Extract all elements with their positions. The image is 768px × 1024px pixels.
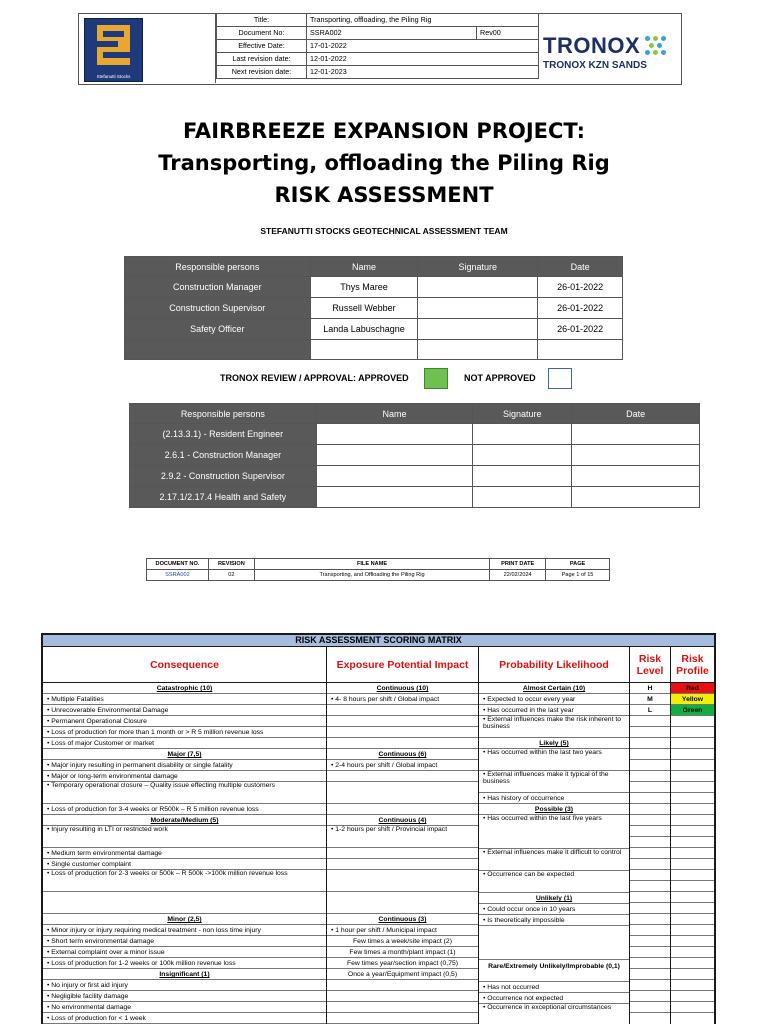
matrix-item <box>327 980 478 991</box>
column-header: Name <box>310 257 418 277</box>
matrix-item: • Loss of major Customer or market <box>43 738 326 749</box>
matrix-category: Continuous (4) <box>327 815 478 826</box>
meta-value: 12-01-2023 <box>307 66 539 79</box>
blank-cell <box>671 870 714 881</box>
blank-cell <box>671 903 714 914</box>
meta-label: Title: <box>217 14 307 27</box>
approved-label: TRONOX REVIEW / APPROVAL: APPROVED <box>220 373 409 383</box>
tronox-logo <box>540 13 680 83</box>
doc-info-value: 22/02/2024 <box>490 570 546 581</box>
blank-cell <box>671 991 714 1002</box>
blank-cell <box>630 815 670 826</box>
matrix-item: • Could occur once in 10 years <box>479 904 629 915</box>
matrix-item: • Has history of occurrence <box>479 793 629 804</box>
matrix-item: • Major injury resulting in permanent disability or single fatality <box>43 760 326 771</box>
risk-profile-header: Risk Profile <box>676 652 709 677</box>
matrix-item: • Loss of production for more than 1 month or > R 5 million revenue loss <box>43 727 326 738</box>
matrix-item: • Permanent Operational Closure <box>43 716 326 727</box>
risk-profile-cell: Red <box>671 683 714 694</box>
blank-cell <box>671 925 714 936</box>
matrix-item: • External influences make it difficult to control <box>479 849 629 871</box>
role-cell: 2.9.2 - Construction Supervisor <box>130 466 317 487</box>
matrix-item: • Injury resulting in LTI or restricted work <box>43 826 326 848</box>
blank-cell <box>630 716 670 727</box>
meta-value: 12-01-2022 <box>307 53 539 66</box>
matrix-item: • 1-2 hours per shift / Provincial impact <box>327 826 478 848</box>
blank-cell <box>630 782 670 793</box>
blank-cell <box>630 925 670 936</box>
matrix-item: • 4- 8 hours per shift / Global impact <box>327 694 478 705</box>
matrix-item: • Major or long-term environmental damage <box>43 771 326 782</box>
blank-cell <box>671 848 714 859</box>
meta-value: 17-01-2022 <box>307 40 539 53</box>
doc-info-header: DOCUMENT NO. <box>147 559 209 570</box>
tronox-dots-icon <box>645 36 667 56</box>
signature-cell[interactable] <box>473 487 572 508</box>
blank-cell <box>630 804 670 815</box>
name-cell <box>316 445 473 466</box>
blank-cell <box>630 727 670 738</box>
matrix-item: Few times a month/plant impact (1) <box>327 947 478 958</box>
matrix-item: • Has occurred in the last year <box>479 705 629 716</box>
signature-cell[interactable] <box>418 277 538 298</box>
doc-info-value: 02 <box>208 570 254 581</box>
column-header: Signature <box>418 257 538 277</box>
matrix-item: • Loss of production for 2-3 weeks or 500k – R 500k ->100k million revenue loss <box>43 870 326 892</box>
blank-cell <box>630 980 670 991</box>
not-approved-checkbox[interactable] <box>548 368 572 389</box>
role-cell: Construction Manager <box>125 277 311 298</box>
matrix-category: Almost Certain (10) <box>479 683 629 694</box>
matrix-item <box>327 804 478 815</box>
column-header: Date <box>538 257 623 277</box>
signature-cell[interactable] <box>418 298 538 319</box>
approval-row <box>220 368 580 390</box>
matrix-item <box>327 870 478 892</box>
matrix-item: • Has occurred within the last five years <box>479 815 629 849</box>
matrix-item: • External complaint over a minor issue <box>43 947 326 958</box>
title-line-1: FAIRBREEZE EXPANSION PROJECT: <box>183 119 585 143</box>
meta-label: Document No: <box>217 27 307 40</box>
blank-cell <box>671 980 714 991</box>
date-cell <box>572 487 700 508</box>
matrix-category: Major (7,5) <box>43 749 326 760</box>
date-cell <box>572 424 700 445</box>
blank-cell <box>630 826 670 837</box>
title-line-2: Transporting, offloading the Piling Rig <box>158 151 610 175</box>
blank-cell <box>671 947 714 958</box>
blank-cell <box>630 1002 670 1013</box>
blank-cell <box>630 903 670 914</box>
column-header: Signature <box>473 404 572 424</box>
blank-cell <box>630 859 670 870</box>
role-cell: Construction Supervisor <box>125 298 311 319</box>
logo-cell <box>78 13 216 83</box>
matrix-item: Few times a week/site impact (2) <box>327 936 478 947</box>
matrix-item: • Loss of production for < 1 week <box>43 1013 326 1024</box>
review-signoff-table <box>129 403 700 508</box>
date-cell: 26-01-2022 <box>538 277 623 298</box>
signature-cell[interactable] <box>473 445 572 466</box>
matrix-item: • Has occurred within the last two years <box>479 749 629 771</box>
blank-cell <box>630 848 670 859</box>
role-cell: Safety Officer <box>125 319 311 340</box>
risk-profile-cell: Yellow <box>671 694 714 705</box>
risk-profile-cell: Green <box>671 705 714 716</box>
matrix-item: • Temporary operational closure – Quality issue effecting multiple customers <box>43 782 326 804</box>
date-cell: 26-01-2022 <box>538 298 623 319</box>
blank-cell <box>671 793 714 804</box>
blank-cell <box>630 749 670 760</box>
signature-cell[interactable] <box>418 340 538 360</box>
meta-extra: Rev00 <box>477 27 539 40</box>
matrix-category: Catastrophic (10) <box>43 683 326 694</box>
matrix-item <box>479 926 629 960</box>
meta-label: Effective Date: <box>217 40 307 53</box>
blank-cell <box>630 837 670 848</box>
name-cell <box>310 340 418 360</box>
blank-cell <box>630 892 670 903</box>
tronox-wordmark: TRONOX <box>543 33 641 58</box>
column-header: Responsible persons <box>130 404 317 424</box>
matrix-category: Moderate/Medium (5) <box>43 815 326 826</box>
document-info-table <box>146 558 610 581</box>
matrix-item <box>43 892 326 914</box>
blank-cell <box>630 793 670 804</box>
matrix-item: • No environmental damage <box>43 1002 326 1013</box>
signature-cell[interactable] <box>473 466 572 487</box>
blank-cell <box>630 870 670 881</box>
blank-cell <box>671 815 714 826</box>
blank-cell <box>671 1002 714 1013</box>
matrix-item: • 1 hour per shift / Municipal impact <box>327 925 478 936</box>
risk-level-cell: L <box>630 705 670 716</box>
risk-level-cell: H <box>630 683 670 694</box>
blank-cell <box>671 892 714 903</box>
blank-cell <box>630 936 670 947</box>
matrix-item <box>327 991 478 1002</box>
matrix-item: • Short term environmental damage <box>43 936 326 947</box>
blank-cell <box>671 771 714 782</box>
matrix-category: Continuous (6) <box>327 749 478 760</box>
matrix-item <box>327 716 478 727</box>
matrix-category: Continuous (10) <box>327 683 478 694</box>
table-row <box>130 424 700 445</box>
blank-cell <box>630 914 670 925</box>
risk-scoring-matrix <box>41 633 716 1024</box>
date-cell <box>572 466 700 487</box>
table-row <box>125 340 623 360</box>
title-line-3: RISK ASSESSMENT <box>274 183 494 207</box>
matrix-item <box>327 727 478 738</box>
matrix-item: • Unrecoverable Environmental Damage <box>43 705 326 716</box>
blank-cell <box>671 859 714 870</box>
blank-cell <box>671 716 714 727</box>
blank-cell <box>630 771 670 782</box>
blank-cell <box>671 914 714 925</box>
doc-info-value-row <box>147 570 610 581</box>
matrix-category: Possible (3) <box>479 804 629 815</box>
table-row <box>130 445 700 466</box>
stefanutti-stocks-logo <box>84 18 143 82</box>
name-cell: Landa Labuschagne <box>310 319 418 340</box>
risk-level-header: Risk Level <box>636 652 664 677</box>
blank-cell <box>671 804 714 815</box>
matrix-item: • Loss of production for 3-4 weeks or R500k – R 5 million revenue loss <box>43 804 326 815</box>
matrix-category: Minor (2,5) <box>43 914 326 925</box>
meta-row <box>217 53 539 66</box>
meta-value: SSRA002 <box>307 27 477 40</box>
blank-cell <box>671 760 714 771</box>
column-header: Date <box>572 404 700 424</box>
assessment-team: STEFANUTTI STOCKS GEOTECHNICAL ASSESSMENT TEAM <box>260 226 508 236</box>
doc-info-header: FILE NAME <box>254 559 489 570</box>
matrix-item: • Loss of production for 1-2 weeks or 100k million revenue loss <box>43 958 326 969</box>
tronox-subtitle: TRONOX KZN SANDS <box>543 60 647 71</box>
matrix-category: Unlikely (1) <box>479 893 629 904</box>
blank-cell <box>671 936 714 947</box>
table-row <box>125 277 623 298</box>
blank-cell <box>671 749 714 760</box>
name-cell <box>316 424 473 445</box>
matrix-item: • Medium term environmental damage <box>43 848 326 859</box>
doc-info-header: PRINT DATE <box>490 559 546 570</box>
matrix-category: Insignificant (1) <box>43 969 326 980</box>
matrix-item <box>327 771 478 782</box>
table-header-row <box>125 257 623 277</box>
matrix-item: Once a year/Equipment impact (0,5) <box>327 969 478 980</box>
matrix-category: Continuous (3) <box>327 914 478 925</box>
table-row <box>130 487 700 508</box>
risk-level-cell: M <box>630 694 670 705</box>
blank-cell <box>630 991 670 1002</box>
blank-cell <box>671 738 714 749</box>
logo-caption: Stefanutti Stocks <box>96 74 131 79</box>
name-cell <box>316 466 473 487</box>
meta-label: Last revision date: <box>217 53 307 66</box>
column-header: Responsible persons <box>125 257 311 277</box>
meta-row <box>217 66 539 79</box>
blank-cell <box>630 958 670 969</box>
matrix-item: • Negligible facility damage <box>43 991 326 1002</box>
matrix-item <box>327 782 478 804</box>
date-cell <box>538 340 623 360</box>
matrix-category: Rare/Extremely Unlikely/Improbable (0,1) <box>479 960 629 982</box>
matrix-item: • Is theoretically impossible <box>479 915 629 926</box>
approved-checkbox[interactable] <box>424 368 448 389</box>
table-row <box>125 298 623 319</box>
matrix-item: • Has not occurred <box>479 982 629 993</box>
matrix-item <box>327 705 478 716</box>
name-cell <box>316 487 473 508</box>
doc-info-value: Page 1 of 15 <box>546 570 610 581</box>
matrix-category: Likely (5) <box>479 738 629 749</box>
matrix-item: • Occurrence not expected <box>479 993 629 1004</box>
blank-cell <box>671 727 714 738</box>
matrix-item: • Occurrence in exceptional circumstances <box>479 1004 629 1024</box>
table-row <box>125 319 623 340</box>
doc-info-header: PAGE <box>546 559 610 570</box>
blank-cell <box>671 881 714 892</box>
meta-value: Transporting, offloading, the Piling Rig <box>307 14 539 27</box>
blank-cell <box>671 958 714 969</box>
blank-cell <box>671 837 714 848</box>
matrix-item: Few times year/section impact (0,75) <box>327 958 478 969</box>
consequence-header: Consequence <box>150 658 219 671</box>
blank-cell <box>630 738 670 749</box>
matrix-item <box>327 1013 478 1024</box>
name-cell: Russell Webber <box>310 298 418 319</box>
responsible-persons-table <box>124 256 623 360</box>
matrix-item: • Single customer complaint <box>43 859 326 870</box>
doc-info-header-row <box>147 559 610 570</box>
doc-info-value: SSRA002 <box>147 570 209 581</box>
meta-row <box>217 14 539 27</box>
matrix-item: • 2-4 hours per shift / Global impact <box>327 760 478 771</box>
role-cell: 2.6.1 - Construction Manager <box>130 445 317 466</box>
matrix-item: • No injury or first aid injury <box>43 980 326 991</box>
matrix-item <box>327 859 478 870</box>
blank-cell <box>630 881 670 892</box>
matrix-item: • External influences make it typical of the business <box>479 771 629 793</box>
signature-cell[interactable] <box>473 424 572 445</box>
matrix-item: • Occurrence can be expected <box>479 871 629 893</box>
role-cell: (2.13.3.1) - Resident Engineer <box>130 424 317 445</box>
meta-label: Next revision date: <box>217 66 307 79</box>
blank-cell <box>630 760 670 771</box>
meta-row <box>217 27 539 40</box>
matrix-item <box>327 738 478 749</box>
exposure-header: Exposure Potential Impact <box>336 658 469 671</box>
matrix-title: RISK ASSESSMENT SCORING MATRIX <box>43 635 714 647</box>
date-cell: 26-01-2022 <box>538 319 623 340</box>
signature-cell[interactable] <box>418 319 538 340</box>
date-cell <box>572 445 700 466</box>
matrix-item: • Multiple Fatalities <box>43 694 326 705</box>
doc-info-header: REVISION <box>208 559 254 570</box>
blank-cell <box>630 969 670 980</box>
role-cell: 2.17.1/2.17.4 Health and Safety <box>130 487 317 508</box>
probability-header: Probability Likelihood <box>499 658 609 671</box>
doc-info-value: Transporting, and Offloading the Piling Rig <box>254 570 489 581</box>
document-meta-table <box>216 13 539 79</box>
not-approved-label: NOT APPROVED <box>464 373 536 383</box>
name-cell: Thys Maree <box>310 277 418 298</box>
matrix-item <box>327 848 478 859</box>
matrix-item: • External influences make the risk inherent to business <box>479 716 629 738</box>
matrix-item <box>327 1002 478 1013</box>
table-row <box>130 466 700 487</box>
meta-row <box>217 40 539 53</box>
blank-cell <box>671 969 714 980</box>
blank-cell <box>630 947 670 958</box>
table-header-row <box>130 404 700 424</box>
matrix-item: • Expected to occur every year <box>479 694 629 705</box>
role-cell <box>125 340 311 360</box>
blank-cell <box>671 826 714 837</box>
blank-cell <box>671 782 714 793</box>
matrix-item: • Minor injury or injury requiring medical treatment - non loss time injury <box>43 925 326 936</box>
matrix-item <box>327 892 478 914</box>
column-header: Name <box>316 404 473 424</box>
